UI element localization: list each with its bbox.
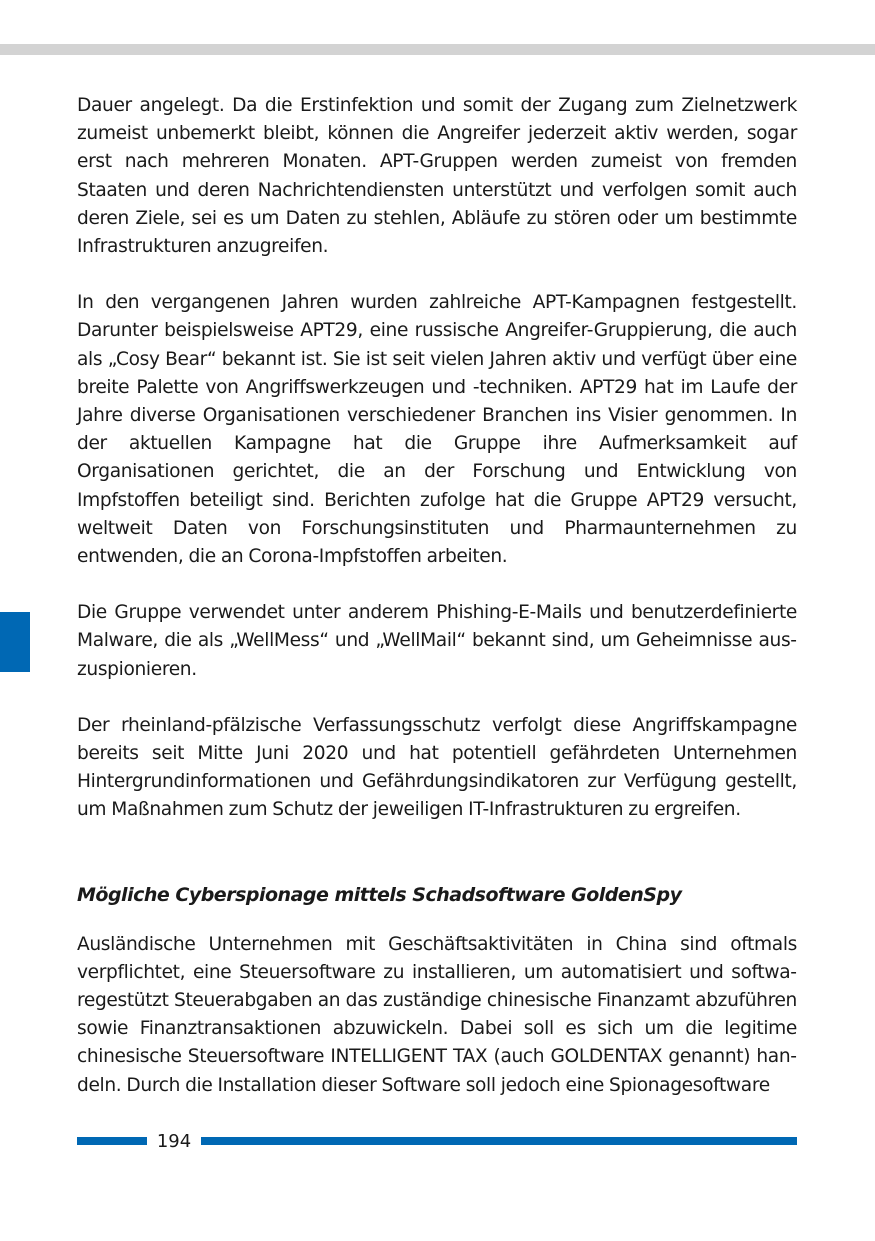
page-number: 194	[156, 1130, 192, 1152]
body-paragraph: In den vergangenen Jahren wurden zahlreiche APT-Kampagnen festgestellt. Darunter beispielsweise APT29, eine russische Angreifer-Gruppierung, die auch als „Cosy Bear“ bekannt ist. Sie ist seit vielen Jahren aktiv und verfügt über eine breite Palette von Angriffswerkzeugen und -techniken. APT29 hat im Laufe der Jahre diverse Organisationen verschiedener Branchen ins Visier genommen. In der aktuellen Kampagne hat die Gruppe ihre Aufmerksamkeit auf Organisationen gerichtet, die an der Forschung und Entwicklung von Impfstoffen beteiligt sind. Berichten zufolge hat die Gruppe APT29 versucht, weltweit Daten von Forschungsinstituten und Pharmaunternehmen zu entwenden, die an Corona-Impfstoffen arbeiten.	[77, 292, 797, 568]
chapter-side-tab	[0, 612, 30, 672]
body-paragraph: Dauer angelegt. Da die Erstinfektion und somit der Zugang zum Zielnetzwerk zumeist unbemerkt bleibt, können die Angreifer jederzeit aktiv werden, sogar erst nach mehreren Monaten. APT-Gruppen werden zumeist von fremden Staaten und deren Nachrichtendiensten unterstützt und verfolgen somit auch deren Ziele, sei es um Daten zu stehlen, Abläufe zu stören oder um bestimmte Infrastrukturen anzugreifen.	[77, 95, 797, 258]
body-paragraph: Der rheinland-pfälzische Verfassungsschutz verfolgt diese Angriffskampagne bereits seit Mitte Juni 2020 und hat potentiell gefährdeten Unternehmen Hintergrundinformationen und Gefährdungsindikatoren zur Verfügung gestellt, um Maßnahmen zum Schutz der jeweiligen IT-Infrastrukturen zu ergreifen.	[77, 714, 797, 821]
footer-bar-left	[77, 1137, 147, 1145]
page-footer	[77, 1128, 797, 1154]
page-body	[77, 92, 797, 1100]
footer-bar-right	[201, 1137, 797, 1145]
top-divider	[0, 44, 875, 55]
body-paragraph: Die Gruppe verwendet unter anderem Phishing-E-Mails und benutzerdefinierte Malware, die als „WellMess“ und „WellMail“ bekannt sind, um Geheimnisse auszuspionieren.	[77, 602, 797, 680]
section-heading: Mögliche Cyberspionage mittels Schadsoftware GoldenSpy	[77, 883, 682, 906]
body-paragraph: Ausländische Unternehmen mit Geschäftsaktivitäten in China sind oftmals verpflichtet, eine Steuersoftware zu installieren, um automatisiert und softwaregestützt Steuerabgaben an das zuständige chinesische Finanzamt abzuführen sowie Finanztransaktionen abzuwickeln. Dabei soll es sich um die legitime chinesische Steuersoftware INTELLIGENT TAX (auch GOLDENTAX genannt) handeln. Durch die Installation dieser Software soll jedoch eine Spionagesoftware	[77, 933, 797, 1096]
